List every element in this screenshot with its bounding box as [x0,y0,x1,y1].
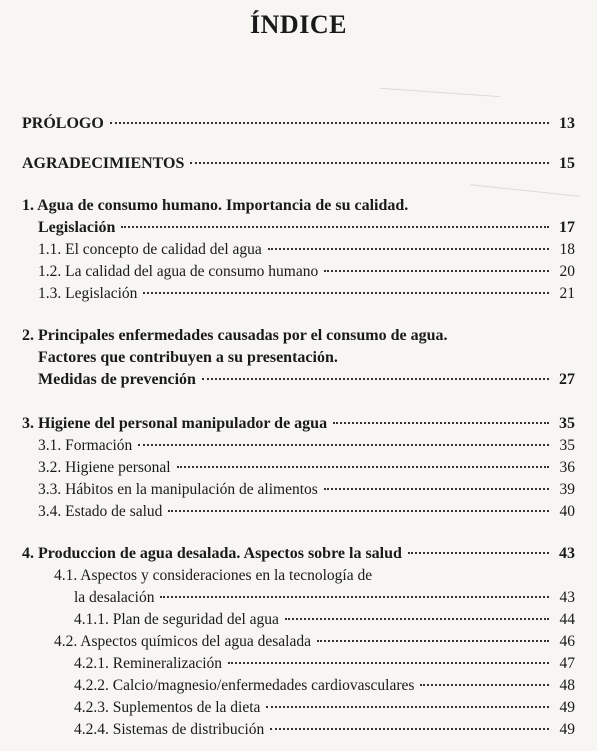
toc-entry-label: 3.4. Estado de salud [38,503,163,520]
toc-entry-chapter-1[interactable] [38,218,575,238]
dot-leader [266,706,549,708]
toc-entry-label: 1.2. La calidad del agua de consumo humano [38,263,319,280]
chapter-2-title-line: 2. Principales enfermedades causadas por el consumo de agua. [22,327,448,344]
toc-entry-3-4[interactable] [38,502,575,522]
toc-entry-4-2[interactable] [54,632,575,652]
dot-leader [228,662,549,664]
toc-entry-1-3[interactable] [38,284,575,304]
toc-entry-3-2[interactable] [38,458,575,478]
dot-leader [138,444,549,446]
toc-entry-label: Medidas de prevención [38,371,196,388]
dot-leader [317,640,549,642]
toc-entry-page: 39 [559,481,575,498]
toc-entry-page: 18 [559,241,575,258]
toc-entry-4-2-2[interactable] [74,676,575,696]
toc-entry-prologo[interactable] [22,114,575,134]
toc-entry-page: 17 [559,219,575,236]
toc-entry-page: 47 [559,655,575,672]
toc-entry-4-2-4[interactable] [74,720,575,740]
toc-entry-page: 44 [559,611,575,628]
toc-entry-page: 35 [559,415,575,432]
toc-entry-page: 36 [559,459,575,476]
toc-entry-4-1[interactable] [74,588,575,608]
dot-leader [420,684,549,686]
toc-entry-page: 35 [559,437,575,454]
dot-leader [168,510,549,512]
toc-entry-label: 3.1. Formación [38,437,133,454]
toc-entry-label: 4. Produccion de agua desalada. Aspectos sobre la salud [22,545,402,562]
toc-entry-label: 4.2.4. Sistemas de distribución [74,721,265,738]
dot-leader [202,378,549,380]
dot-leader [324,270,549,272]
toc-entry-1-2[interactable] [38,262,575,282]
toc-entry-page: 13 [559,115,575,132]
dot-leader [110,122,549,124]
chapter-2-title-line: Factores que contribuyen a su presentación. [38,349,338,366]
toc-entry-label: 3.3. Hábitos en la manipulación de alimentos [38,481,318,498]
toc-entry-1-1[interactable] [38,240,575,260]
toc-entry-label: 4.2.2. Calcio/magnesio/enfermedades cardiovasculares [74,677,415,694]
toc-entry-agradecimientos[interactable] [22,154,575,174]
toc-entry-4-1-1[interactable] [74,610,575,630]
toc-entry-page: 48 [559,677,575,694]
chapter-1-title-line: 1. Agua de consumo humano. Importancia de su calidad. [22,197,409,214]
toc-entry-label: 1.3. Legislación [38,285,138,302]
toc-entry-page: 21 [559,285,575,302]
dot-leader [143,292,549,294]
toc-entry-label: 4.2. Aspectos químicos del agua desalada [54,633,311,650]
dot-leader [285,618,549,620]
dot-leader [121,226,549,228]
scan-mark [380,88,500,97]
toc-entry-label: 4.2.1. Remineralización [74,655,223,672]
toc-entry-chapter-4[interactable] [22,544,575,564]
toc-entry-label: AGRADECIMIENTOS [22,155,185,172]
toc-entry-page: 43 [559,545,575,562]
toc-entry-label: 4.2.3. Suplementos de la dieta [74,699,261,716]
toc-entry-label: Legislación [38,219,116,236]
toc-entry-3-3[interactable] [38,480,575,500]
page-title: ÍNDICE [250,10,347,39]
toc-entry-label: 3.2. Higiene personal [38,459,171,476]
dot-leader [177,466,549,468]
dot-leader [160,596,549,598]
toc-entry-label: 3. Higiene del personal manipulador de agua [22,415,328,432]
toc-entry-3-1[interactable] [38,436,575,456]
toc-entry-page: 15 [559,155,575,172]
toc-entry-page: 27 [559,371,575,388]
toc-entry-page: 46 [559,633,575,650]
toc-entry-page: 49 [559,721,575,738]
scan-mark [470,184,580,196]
toc-entry-4-2-3[interactable] [74,698,575,718]
dot-leader [408,552,549,554]
dot-leader [324,488,549,490]
toc-entry-page: 43 [559,589,575,606]
dot-leader [270,728,549,730]
toc-entry-page: 20 [559,263,575,280]
toc-entry-chapter-3[interactable] [22,414,575,434]
dot-leader [333,422,549,424]
dot-leader [190,162,549,164]
toc-entry-page: 49 [559,699,575,716]
toc-entry-label: la desalación [74,589,155,606]
dot-leader [268,248,549,250]
toc-entry-page: 40 [559,503,575,520]
toc-entry-4-2-1[interactable] [74,654,575,674]
toc-entry-label: PRÓLOGO [22,115,104,132]
toc-entry-label: 4.1.1. Plan de seguridad del agua [74,611,279,628]
toc-entry-label: 1.1. El concepto de calidad del agua [38,241,262,258]
section-4-1-title-line: 4.1. Aspectos y consideraciones en la tecnología de [54,567,373,584]
toc-entry-chapter-2[interactable] [38,370,575,390]
